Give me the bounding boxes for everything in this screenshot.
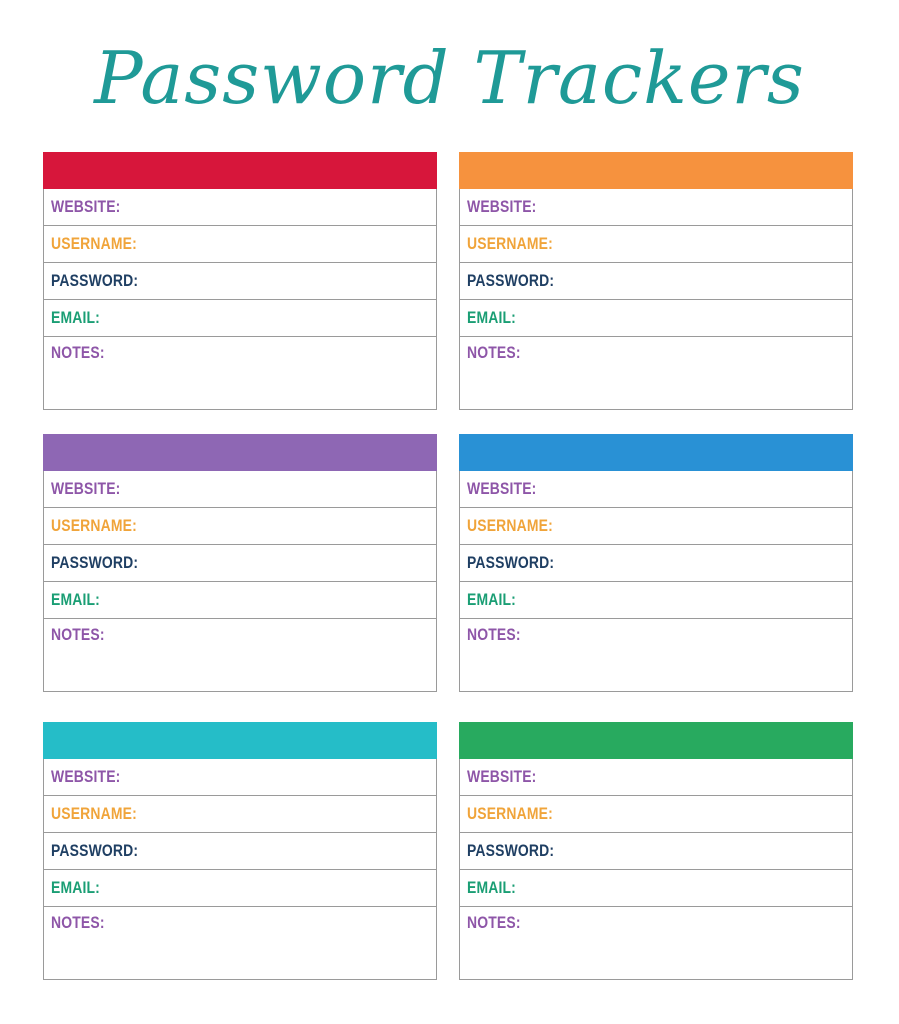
card-header-band [459,722,853,759]
website-field[interactable] [460,189,852,226]
website-label: WEBSITE: [467,767,537,786]
password-field[interactable] [44,545,436,582]
email-label: EMAIL: [51,590,100,609]
password-field[interactable] [44,833,436,870]
username-label: USERNAME: [51,234,137,253]
website-field[interactable] [44,471,436,508]
notes-field[interactable] [44,337,436,410]
password-label: PASSWORD: [467,553,555,572]
username-label: USERNAME: [467,234,553,253]
website-label: WEBSITE: [51,767,121,786]
password-label: PASSWORD: [51,271,139,290]
notes-label: NOTES: [467,625,521,644]
password-card-5 [43,722,437,980]
notes-label: NOTES: [467,913,521,932]
website-field[interactable] [460,759,852,796]
card-header-band [43,152,437,189]
password-field[interactable] [460,263,852,300]
password-card-3 [43,434,437,692]
password-card-2 [459,152,853,410]
email-field[interactable] [44,300,436,337]
website-label: WEBSITE: [467,479,537,498]
username-label: USERNAME: [51,516,137,535]
card-header-band [459,152,853,189]
password-label: PASSWORD: [467,271,555,290]
username-label: USERNAME: [467,804,553,823]
email-field[interactable] [44,870,436,907]
username-field[interactable] [460,508,852,545]
page-title: Password Trackers [94,36,805,120]
password-card-1 [43,152,437,410]
password-label: PASSWORD: [467,841,555,860]
email-label: EMAIL: [467,308,516,327]
notes-field[interactable] [44,907,436,980]
email-label: EMAIL: [467,590,516,609]
website-label: WEBSITE: [467,197,537,216]
notes-field[interactable] [460,337,852,410]
password-field[interactable] [460,833,852,870]
password-card-4 [459,434,853,692]
notes-label: NOTES: [51,625,105,644]
username-label: USERNAME: [51,804,137,823]
notes-field[interactable] [460,619,852,692]
password-field[interactable] [460,545,852,582]
email-field[interactable] [44,582,436,619]
username-field[interactable] [460,796,852,833]
website-field[interactable] [44,189,436,226]
website-field[interactable] [44,759,436,796]
password-card-6 [459,722,853,980]
notes-field[interactable] [44,619,436,692]
notes-label: NOTES: [467,343,521,362]
email-label: EMAIL: [51,308,100,327]
username-field[interactable] [44,508,436,545]
card-header-band [459,434,853,471]
password-label: PASSWORD: [51,841,139,860]
notes-label: NOTES: [51,343,105,362]
card-header-band [43,722,437,759]
email-field[interactable] [460,582,852,619]
website-field[interactable] [460,471,852,508]
website-label: WEBSITE: [51,197,121,216]
notes-field[interactable] [460,907,852,980]
password-field[interactable] [44,263,436,300]
notes-label: NOTES: [51,913,105,932]
email-label: EMAIL: [467,878,516,897]
username-field[interactable] [44,796,436,833]
password-label: PASSWORD: [51,553,139,572]
username-label: USERNAME: [467,516,553,535]
website-label: WEBSITE: [51,479,121,498]
email-field[interactable] [460,300,852,337]
username-field[interactable] [44,226,436,263]
card-header-band [43,434,437,471]
username-field[interactable] [460,226,852,263]
email-field[interactable] [460,870,852,907]
email-label: EMAIL: [51,878,100,897]
